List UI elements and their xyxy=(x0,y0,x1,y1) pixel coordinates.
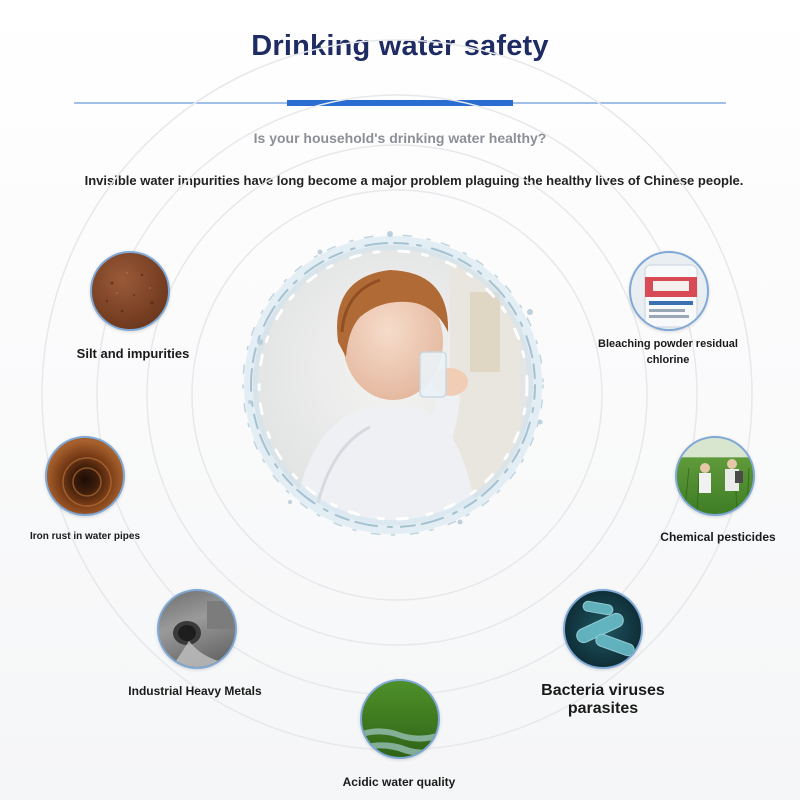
hazard-label-rust: Iron rust in water pipes xyxy=(29,531,141,542)
page-description: Invisible water impurities have long become a major problem plaguing the healthy lives of Chinese people. xyxy=(84,173,744,188)
hazard-label-bleaching-powder xyxy=(595,336,741,368)
hazard-label-bleaching-line1: Bleaching powder residual xyxy=(598,338,738,350)
hazard-label-acidic-water: Acidic water quality xyxy=(342,775,456,789)
pesticide-spraying-image xyxy=(675,436,755,516)
bleaching-powder-image xyxy=(629,251,709,331)
page-title: Drinking water safety xyxy=(251,30,549,62)
hazard-label-heavy-metals: Industrial Heavy Metals xyxy=(128,684,262,698)
rusty-pipe-image xyxy=(45,436,125,516)
hazard-label-bleaching-line2: chlorine xyxy=(646,354,690,366)
page-subtitle: Is your household's drinking water healthy? xyxy=(253,130,547,146)
industrial-drain-image xyxy=(157,589,237,669)
hazard-label-silt: Silt and impurities xyxy=(76,346,190,361)
hazard-label-bacteria: Bacteria viruses parasites xyxy=(541,682,665,717)
hazard-label-pesticides: Chemical pesticides xyxy=(660,530,776,544)
silt-image xyxy=(90,251,170,331)
green-water-image xyxy=(360,679,440,759)
bacteria-image xyxy=(563,589,643,669)
child-drinking-water-image xyxy=(230,222,556,548)
